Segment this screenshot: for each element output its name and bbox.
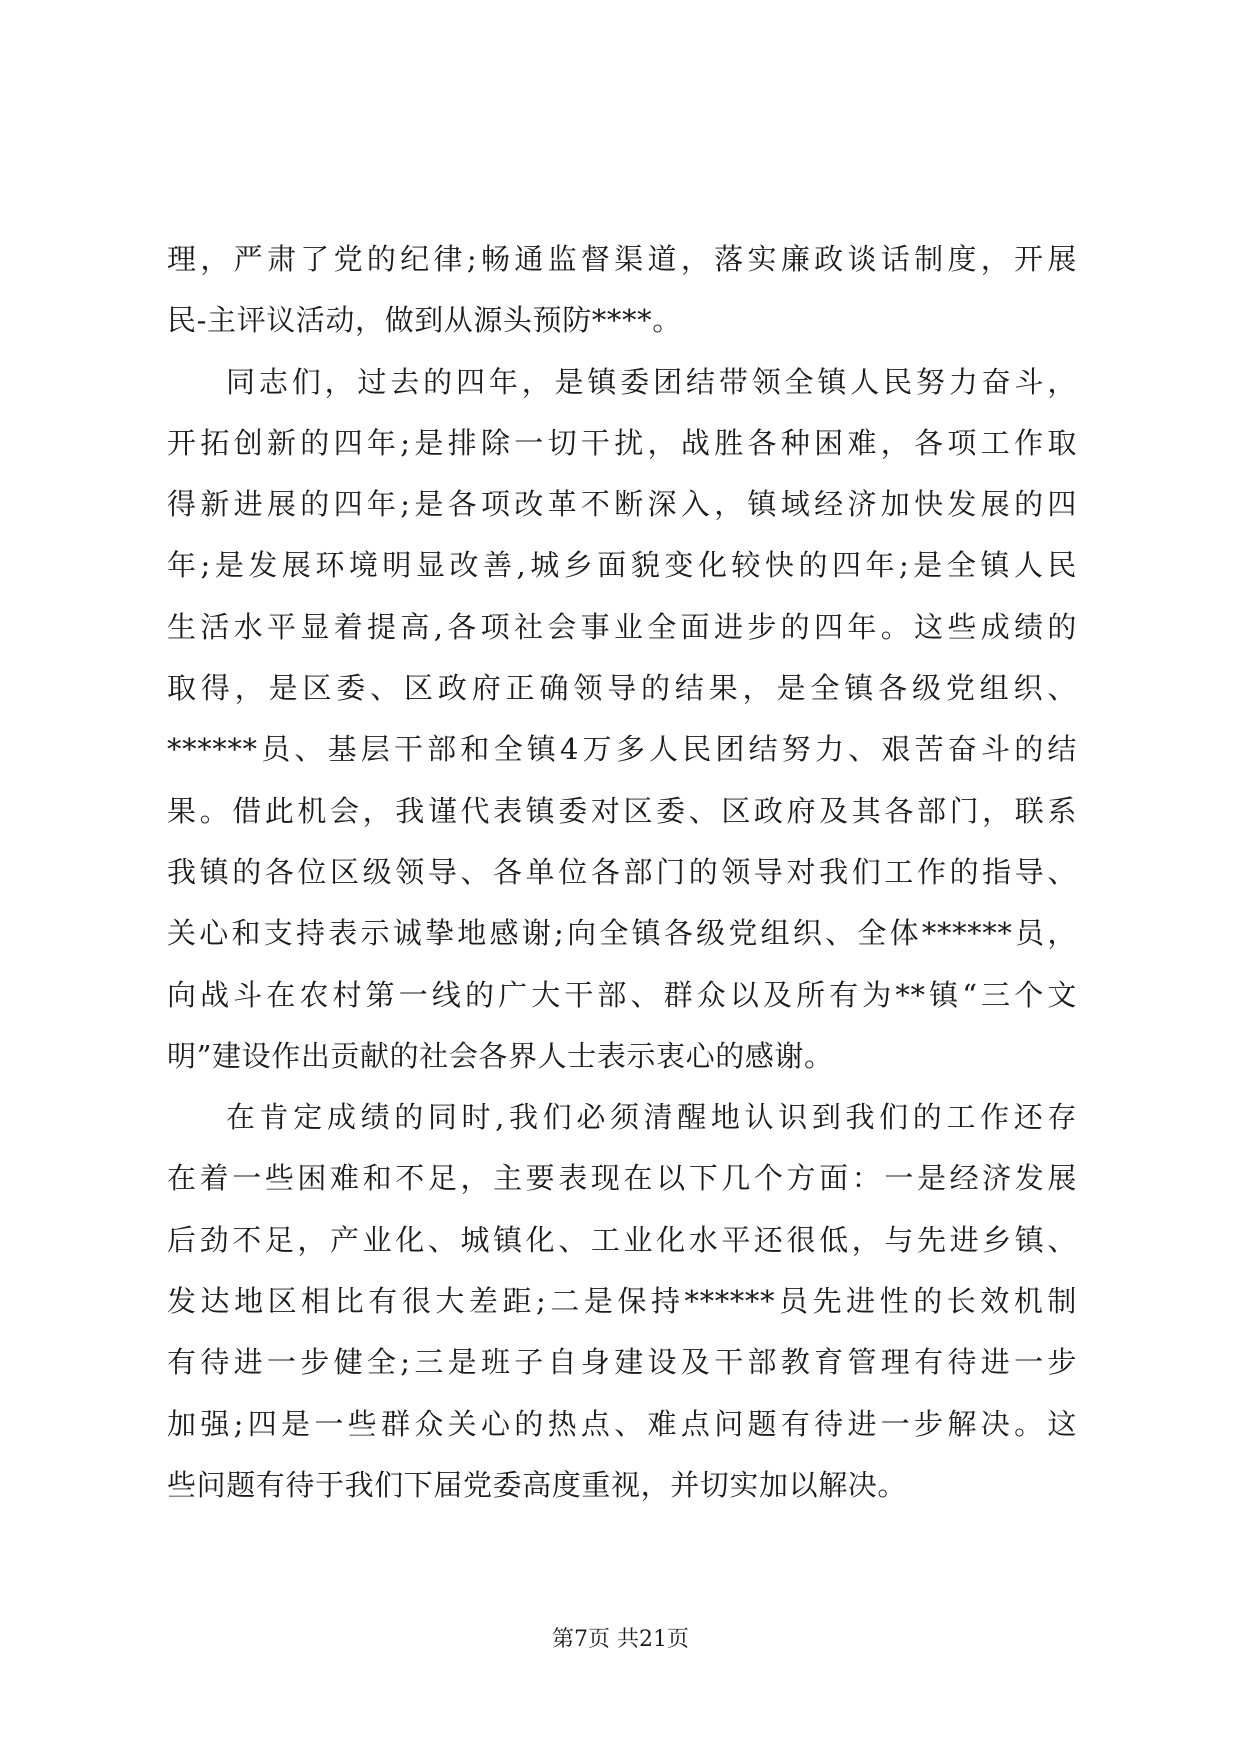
text-line: 关心和支持表示诚挚地感谢;向全镇各级党组织、全体******员，: [167, 916, 1077, 951]
paragraph-first-line: 在肯定成绩的同时,我们必须清醒地认识到我们的工作还存: [226, 1100, 1077, 1135]
text-line: 理，严肃了党的纪律;畅通监督渠道，落实廉政谈话制度，开展: [167, 242, 1077, 276]
text-line: 发达地区相比有很大差距;二是保持******员先进性的长效机制: [167, 1284, 1077, 1319]
text-line: 些问题有待于我们下届党委高度重视，并切实加以解决。: [167, 1467, 908, 1502]
text-line: 取得，是区委、区政府正确领导的结果，是全镇各级党组织、: [167, 671, 1077, 706]
paragraph-first-line: 同志们，过去的四年，是镇委团结带领全镇人民努力奋斗，: [226, 364, 1077, 399]
document-body: [167, 229, 1077, 1516]
text-line: 有待进一步健全;三是班子自身建设及干部教育管理有待进一步: [167, 1345, 1077, 1380]
text-line: 开拓创新的四年;是排除一切干扰，战胜各种困难，各项工作取: [167, 425, 1077, 460]
page-footer: 第7页 共21页: [552, 1627, 689, 1652]
text-line: ******员、基层干部和全镇4万多人民团结努力、艰苦奋斗的结: [167, 732, 1077, 767]
text-line: 民-主评议活动，做到从源头预防****。: [167, 303, 682, 338]
text-line: 加强;四是一些群众关心的热点、难点问题有待进一步解决。这: [167, 1406, 1077, 1441]
text-line: 在着一些困难和不足，主要表现在以下几个方面：一是经济发展: [167, 1161, 1077, 1196]
text-line: 后劲不足，产业化、城镇化、工业化水平还很低，与先进乡镇、: [167, 1222, 1077, 1257]
text-line: 生活水平显着提高,各项社会事业全面进步的四年。这些成绩的: [167, 609, 1077, 644]
text-line: 得新进展的四年;是各项改革不断深入，镇域经济加快发展的四: [167, 487, 1077, 522]
text-line: 我镇的各位区级领导、各单位各部门的领导对我们工作的指导、: [167, 854, 1077, 889]
text-line: 年;是发展环境明显改善,城乡面貌变化较快的四年;是全镇人民: [167, 548, 1077, 583]
text-line: 明”建设作出贡献的社会各界人士表示衷心的感谢。: [167, 1038, 834, 1073]
text-line: 向战斗在农村第一线的广大干部、群众以及所有为**镇“三个文: [167, 977, 1077, 1012]
text-line: 果。借此机会，我谨代表镇委对区委、区政府及其各部门，联系: [167, 793, 1077, 828]
